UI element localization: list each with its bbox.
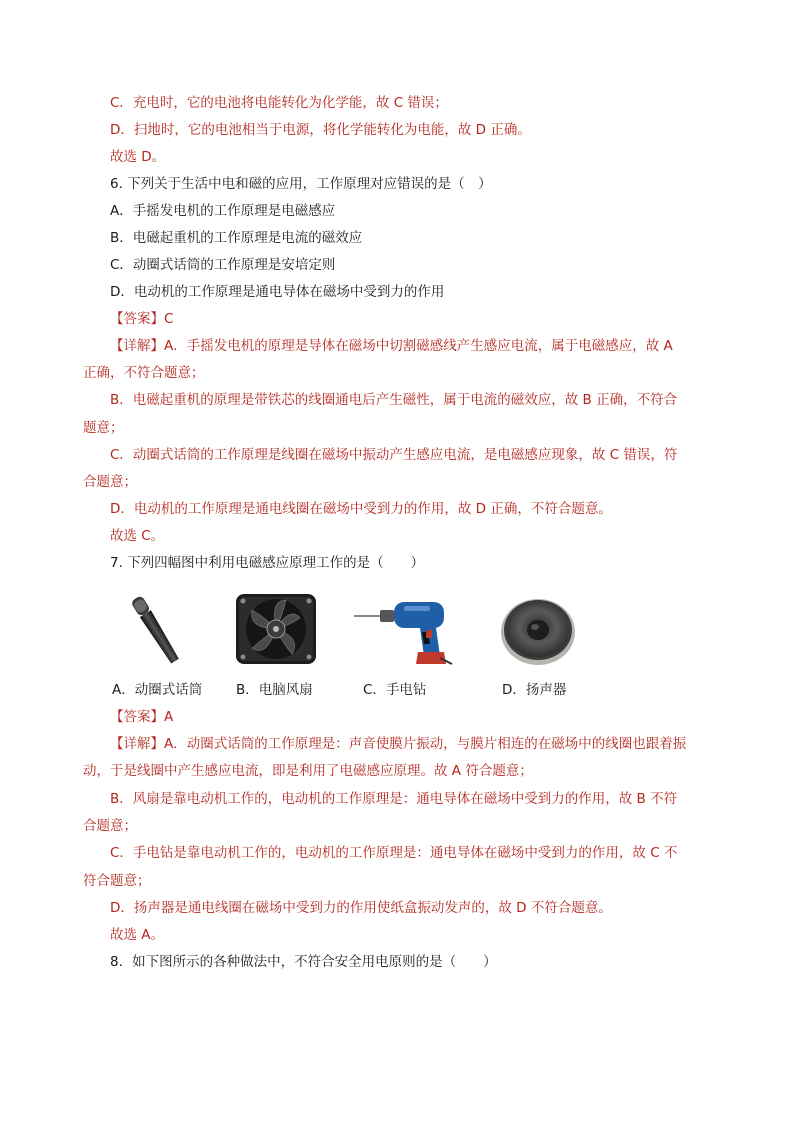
q6-option-d: D．电动机的工作原理是通电导体在磁场中受到力的作用	[110, 284, 445, 300]
q7-label-c: C．手电钻	[363, 682, 427, 698]
q6-detail-line-7: D．电动机的工作原理是通电线圈在磁场中受到力的作用，故 D 正确，不符合题意。	[110, 501, 612, 517]
q6-option-c: C．动圈式话筒的工作原理是安培定则	[110, 257, 336, 273]
q7-conclusion: 故选 A。	[110, 927, 165, 943]
q8-stem: 8．如下图所示的各种做法中，不符合安全用电原则的是（ ）	[110, 954, 497, 970]
computer-fan-image	[230, 588, 322, 670]
q7-detail-tag: 【详解】	[110, 736, 164, 752]
q7-answer-tag: 【答案】	[110, 709, 164, 725]
q6-detail-line-4: 题意；	[83, 420, 124, 436]
q5-option-d-explanation: D．扫地时，它的电池相当于电源，将化学能转化为电能，故 D 正确。	[110, 122, 531, 138]
q6-conclusion: 故选 C。	[110, 528, 165, 544]
q6-detail-text-1: A．手摇发电机的原理是导体在磁场中切割磁感线产生感应电流，属于电磁感应，故 A	[164, 338, 673, 354]
q7-label-b: B．电脑风扇	[236, 682, 313, 698]
q5-conclusion: 故选 D。	[110, 149, 166, 165]
q7-detail-line-1	[110, 734, 686, 754]
q7-detail-line-6: 符合题意；	[83, 873, 151, 889]
q6-detail-line-2: 正确，不符合题意；	[83, 365, 205, 381]
q6-detail-line-1	[110, 336, 673, 356]
q6-option-a: A．手摇发电机的工作原理是电磁感应	[110, 203, 336, 219]
q6-option-b: B．电磁起重机的工作原理是电流的磁效应	[110, 230, 363, 246]
q6-answer-value: C	[164, 311, 174, 327]
microphone-image	[125, 595, 190, 665]
q6-detail-line-5: C．动圈式话筒的工作原理是线圈在磁场中振动产生感应电流，是电磁感应现象，故 C 错误，符	[110, 447, 678, 463]
q7-detail-line-2: 动，于是线圈中产生感应电流，即是利用了电磁感应原理。故 A 符合题意；	[83, 763, 533, 779]
q7-detail-text-1: A．动圈式话筒的工作原理是：声音使膜片振动，与膜片相连的在磁场中的线圈也跟着振	[164, 736, 687, 752]
q7-label-a: A．动圈式话筒	[112, 682, 203, 698]
q7-answer-value: A	[164, 709, 174, 725]
q7-detail-line-5: C．手电钻是靠电动机工作的，电动机的工作原理是：通电导体在磁场中受到力的作用，故 C 不	[110, 845, 678, 861]
q7-label-d: D．扬声器	[502, 682, 567, 698]
q7-answer	[110, 707, 173, 727]
hand-drill-image	[352, 592, 462, 668]
q7-detail-line-7: D．扬声器是通电线圈在磁场中受到力的作用使纸盒振动发声的，故 D 不符合题意。	[110, 900, 612, 916]
q5-option-c-explanation: C．充电时，它的电池将电能转化为化学能，故 C 错误；	[110, 95, 448, 111]
q6-stem: 6. 下列关于生活中电和磁的应用，工作原理对应错误的是（ ）	[110, 176, 492, 192]
q7-detail-line-3: B．风扇是靠电动机工作的，电动机的工作原理是：通电导体在磁场中受到力的作用，故 B 不符	[110, 791, 678, 807]
q7-detail-line-4: 合题意；	[83, 818, 137, 834]
q6-detail-tag: 【详解】	[110, 338, 164, 354]
loudspeaker-image	[497, 592, 579, 668]
q6-answer-tag: 【答案】	[110, 311, 164, 327]
q6-detail-line-6: 合题意；	[83, 474, 137, 490]
q7-stem: 7. 下列四幅图中利用电磁感应原理工作的是（ ）	[110, 555, 425, 571]
q6-answer	[110, 309, 173, 329]
q6-detail-line-3: B．电磁起重机的原理是带铁芯的线圈通电后产生磁性，属于电流的磁效应，故 B 正确，不符合	[110, 392, 678, 408]
